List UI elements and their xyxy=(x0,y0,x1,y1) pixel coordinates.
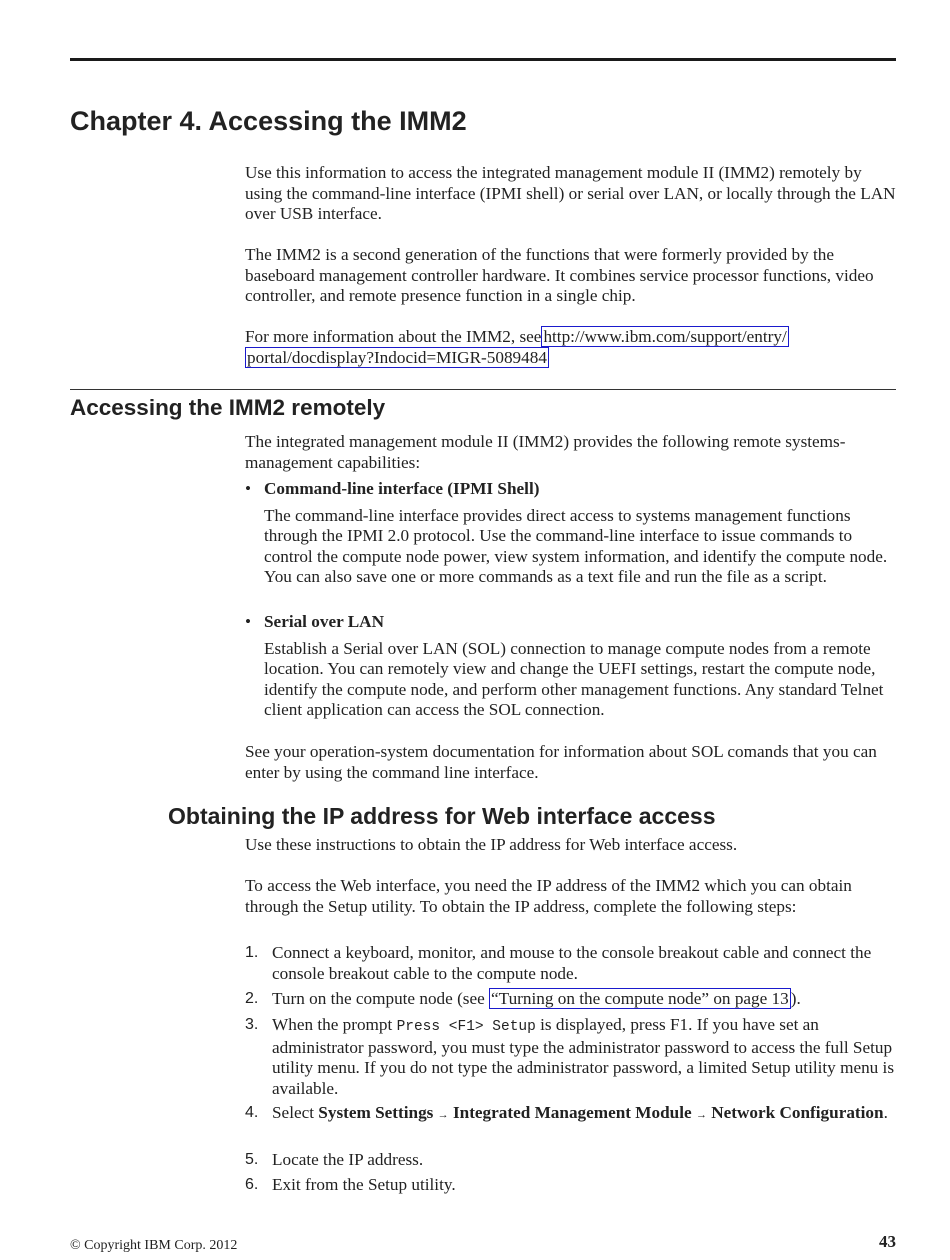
arrow-right-icon: → xyxy=(437,1109,449,1121)
section-rule xyxy=(70,389,896,390)
bullet-item-cli xyxy=(245,479,897,588)
more-info-prefix: For more information about the IMM2, see xyxy=(245,327,542,346)
step-5 xyxy=(245,1150,897,1171)
step-number: 4. xyxy=(245,1104,259,1121)
step-text-prefix: When the prompt xyxy=(272,1015,397,1034)
step-text xyxy=(272,1015,897,1099)
arrow-right-icon: → xyxy=(695,1109,707,1121)
bullet-item-sol xyxy=(245,612,897,721)
step-text: Exit from the Setup utility. xyxy=(272,1175,456,1194)
section-heading-remote: Accessing the IMM2 remotely xyxy=(70,395,386,420)
intro-paragraph-2: The IMM2 is a second generation of the functions that were formerly provided by the baseboard management controller hardware. It combines service processor functions, video controller, and remote presence function in a single chip. xyxy=(245,245,874,306)
bullet-title: Command-line interface (IPMI Shell) xyxy=(264,479,540,498)
step-6 xyxy=(245,1175,897,1196)
imm2-info-link[interactable]: http://www.ibm.com/support/entry/ xyxy=(543,327,787,346)
ip-paragraph: To access the Web interface, you need the IP address of the IMM2 which you can obtain through the Setup utility. To obtain the IP address, complete the following steps: xyxy=(245,876,852,916)
top-rule xyxy=(70,58,896,61)
menu-path-system-settings: System Settings xyxy=(318,1103,434,1122)
chapter-title: Chapter 4. Accessing the IMM2 xyxy=(70,106,467,136)
bullet-title: Serial over LAN xyxy=(264,612,384,631)
step-text-prefix: Turn on the compute node (see xyxy=(272,989,490,1008)
bullet-body: The command-line interface provides direct access to systems management functions through the IPMI 2.0 protocol. Use the command-line interface to issue commands to control the compute node power, view system information, and identify the compute node. You can also save one or more commands as a text file and run the file as a script. xyxy=(264,505,888,587)
step-text: Connect a keyboard, monitor, and mouse to the console breakout cable and connect the console breakout cable to the compute node. xyxy=(272,943,872,983)
step-4 xyxy=(245,1103,897,1126)
step-text-suffix: . xyxy=(883,1103,888,1122)
step-number: 1. xyxy=(245,944,259,961)
remote-intro: The integrated management module II (IMM2) provides the following remote systems-management capabilities: xyxy=(245,432,846,472)
imm2-info-link-continued[interactable]: portal/docdisplay?Indocid=MIGR-5089484 xyxy=(247,347,547,367)
section-heading-ip-address: Obtaining the IP address for Web interface access xyxy=(168,803,716,829)
turning-on-compute-node-link[interactable]: “Turning on the compute node” on page 13 xyxy=(491,989,789,1008)
copyright: © Copyright IBM Corp. 2012 xyxy=(70,1238,238,1253)
prompt-code: Press <F1> Setup xyxy=(396,1019,536,1035)
step-number: 5. xyxy=(245,1151,259,1168)
step-1 xyxy=(245,943,897,984)
step-number: 3. xyxy=(245,1016,259,1033)
bullet-body: Establish a Serial over LAN (SOL) connection to manage compute nodes from a remote location. You can remotely view and change the UEFI settings, restart the compute node, identify the compute node, and perform other management functions. Any standard Telnet client application can access the SOL connection. xyxy=(264,638,884,720)
menu-path-network-configuration: Network Configuration xyxy=(711,1103,884,1122)
menu-path-imm: Integrated Management Module xyxy=(452,1103,692,1122)
bullet-icon: • xyxy=(245,479,252,498)
step-2 xyxy=(245,989,897,1010)
step-text-prefix: Select xyxy=(272,1103,319,1122)
step-number: 6. xyxy=(245,1176,259,1193)
page-number: 43 xyxy=(879,1232,896,1251)
step-text-suffix: ). xyxy=(790,989,801,1008)
step-3 xyxy=(245,1015,897,1099)
bullet-icon: • xyxy=(245,612,252,631)
ip-intro: Use these instructions to obtain the IP address for Web interface access. xyxy=(245,835,738,854)
step-text: Locate the IP address. xyxy=(272,1150,424,1169)
step-text xyxy=(272,1103,897,1126)
step-text-suffix: is displayed, press F1. If you have set an administrator password, you must type the administrator password to access the full Setup utility menu. If you do not type the administrator password, a limited Setup utility menu is available. xyxy=(272,1015,895,1098)
more-info-paragraph xyxy=(245,327,897,368)
step-number: 2. xyxy=(245,990,259,1007)
intro-paragraph-1: Use this information to access the integrated management module II (IMM2) remotely by using the command-line interface (IPMI shell) or serial over LAN, or locally through the LAN over USB interface. xyxy=(245,163,896,224)
step-text xyxy=(272,989,897,1010)
remote-outro: See your operation-system documentation for information about SOL comands that you can enter by using the command line interface. xyxy=(245,742,877,782)
